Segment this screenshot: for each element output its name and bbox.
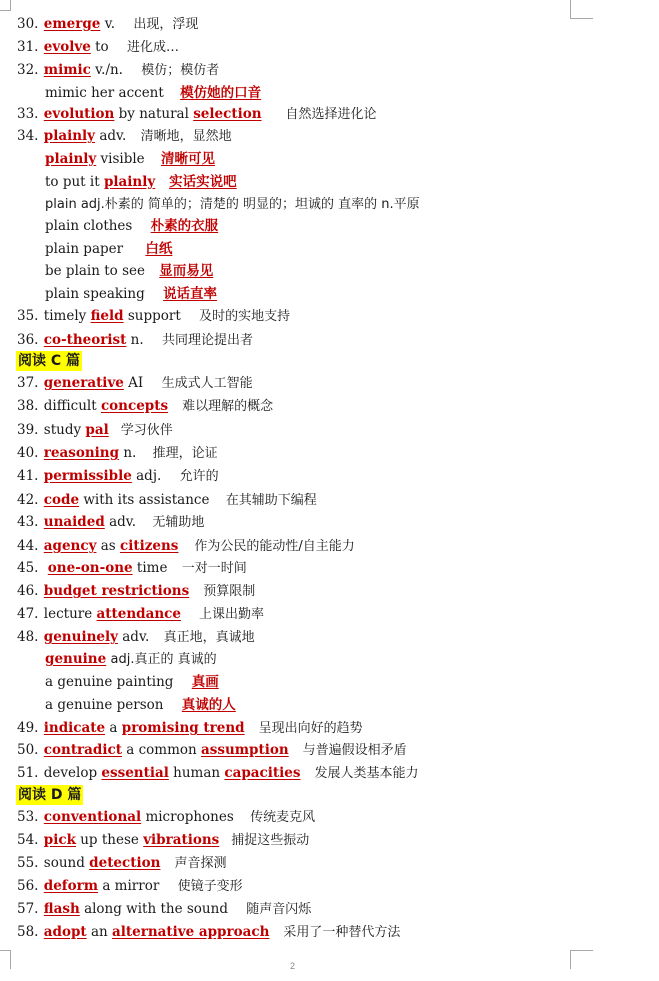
item-number: 30. (17, 16, 39, 32)
phrase-text: a genuine painting (45, 674, 174, 690)
translation: 允许的 (179, 469, 219, 484)
item-number: 50. (17, 742, 39, 758)
translation: 及时的实地支持 (199, 309, 291, 324)
vocab-item-31 (17, 37, 179, 57)
keyword: one-on-one (47, 560, 133, 576)
translation: 预算限制 (203, 584, 256, 599)
keyword: field (90, 308, 124, 324)
phrase-text: timely (43, 308, 87, 324)
part-of-speech: v. (104, 16, 116, 32)
translation: 生成式人工智能 (161, 376, 253, 391)
phrase-text: microphones (145, 809, 234, 825)
item-number: 32. (17, 62, 39, 78)
phrase-text: with its assistance (83, 492, 210, 508)
item-number: 36. (17, 332, 39, 348)
keyword: adopt (43, 924, 87, 940)
keyword: generative (43, 375, 124, 391)
part-of-speech: adj. (136, 468, 162, 484)
translation: 真正地，真诚地 (163, 630, 255, 645)
keyword: unaided (43, 514, 105, 530)
translation: 难以理解的概念 (182, 399, 274, 414)
phrase-text: as (100, 538, 116, 554)
item-number: 42. (17, 492, 39, 508)
translation: 模仿；模仿者 (141, 63, 220, 78)
vocab-subitem-34a (45, 149, 215, 169)
vocab-subitem-34b (45, 172, 237, 192)
keyword: flash (43, 901, 80, 917)
vocab-item-50 (17, 740, 407, 760)
part-of-speech: n. (130, 332, 144, 348)
keyword: capacities (224, 765, 301, 781)
item-number: 31. (17, 39, 39, 55)
keyword: essential (101, 765, 169, 781)
answer-text: 真画 (191, 674, 219, 690)
vocab-item-48 (17, 627, 255, 647)
phrase-text: a common (126, 742, 197, 758)
vocab-item-38 (17, 396, 273, 416)
keyword: plainly (45, 151, 97, 167)
vocab-item-35 (17, 306, 290, 326)
vocab-subitem-48b (45, 672, 219, 692)
answer-text: 模仿她的口音 (180, 85, 262, 101)
vocab-item-42 (17, 490, 317, 510)
answer-text: 白纸 (145, 241, 173, 257)
phrase-text: visible (100, 151, 145, 167)
phrase-text: mimic her accent (45, 85, 164, 101)
keyword: selection (193, 106, 262, 122)
keyword: mimic (43, 62, 91, 78)
translation: 共同理论提出者 (161, 333, 253, 348)
translation: 呈现出向好的趋势 (258, 721, 363, 736)
phrase-text: plain speaking (45, 286, 145, 302)
vocab-item-34 (17, 126, 232, 146)
item-number: 54. (17, 832, 39, 848)
keyword: permissible (43, 468, 132, 484)
phrase-text: to (95, 39, 109, 55)
part-of-speech: adv. (109, 514, 137, 530)
vocab-item-37 (17, 373, 253, 393)
item-number: 44. (17, 538, 39, 554)
phrase-text: by natural (118, 106, 189, 122)
keyword: emerge (43, 16, 101, 32)
keyword: indicate (43, 720, 106, 736)
keyword: plainly (43, 128, 96, 144)
keyword: contradict (43, 742, 122, 758)
phrase-text: time (136, 560, 168, 576)
item-number: 38. (17, 398, 39, 414)
keyword: agency (43, 538, 97, 554)
item-number: 53. (17, 809, 39, 825)
item-number: 56. (17, 878, 39, 894)
vocab-item-32 (17, 60, 219, 80)
keyword: attendance (96, 606, 181, 622)
item-number: 51. (17, 765, 39, 781)
phrase-text: AI (128, 375, 144, 391)
answer-text: 清晰可见 (160, 151, 215, 167)
crop-mark-top-right (570, 0, 593, 19)
vocab-item-36 (17, 330, 253, 350)
item-number: 35. (17, 308, 39, 324)
part-of-speech: adv. (99, 128, 127, 144)
item-number: 46. (17, 583, 39, 599)
keyword: citizens (120, 538, 179, 554)
answer-text: 说话直率 (163, 286, 218, 302)
translation: 捕捉这些振动 (231, 833, 310, 848)
phrase-text: support (127, 308, 181, 324)
vocab-item-58 (17, 922, 400, 942)
phrase-text: study (43, 422, 82, 438)
vocab-subitem-34g (45, 284, 217, 304)
phrase-text: up these (80, 832, 139, 848)
item-number: 57. (17, 901, 39, 917)
translation: 与普遍假设相矛盾 (302, 743, 407, 758)
phrase-text: plain clothes (45, 218, 133, 234)
phrase-text: difficult (43, 398, 97, 414)
keyword: assumption (201, 742, 289, 758)
keyword: genuinely (43, 629, 118, 645)
item-number: 45. (17, 560, 39, 576)
vocab-item-46 (17, 581, 255, 601)
translation: 清晰地，显然地 (140, 129, 232, 144)
item-number: 41. (17, 468, 39, 484)
keyword: vibrations (143, 832, 220, 848)
phrase-text: be plain to see (45, 263, 145, 279)
vocab-item-53 (17, 807, 315, 827)
answer-text: 显而易见 (159, 263, 214, 279)
item-number: 55. (17, 855, 39, 871)
vocab-item-39 (17, 420, 173, 440)
item-number: 58. (17, 924, 39, 940)
keyword: genuine (45, 651, 107, 667)
keyword: evolution (43, 106, 115, 122)
vocab-subitem-34f (45, 261, 213, 281)
phrase-text: along with the sound (84, 901, 228, 917)
translation: 采用了一种替代方法 (283, 925, 401, 940)
item-number: 40. (17, 445, 39, 461)
vocab-item-30 (17, 14, 198, 34)
vocab-subitem-34d (45, 216, 218, 236)
item-number: 37. (17, 375, 39, 391)
part-of-speech: v./n. (95, 62, 123, 78)
item-number: 47. (17, 606, 39, 622)
translation: 发展人类基本能力 (314, 766, 419, 781)
keyword: alternative approach (112, 924, 270, 940)
translation: 上课出勤率 (198, 607, 264, 622)
translation: 随声音闪烁 (246, 902, 312, 917)
phrase-text: to put it (45, 174, 100, 190)
phrase-text: a genuine person (45, 697, 164, 713)
item-number: 43. (17, 514, 39, 530)
phrase-text: lecture (43, 606, 93, 622)
keyword: pick (43, 832, 76, 848)
translation: 无辅助地 (152, 515, 205, 530)
phrase-text: develop (43, 765, 98, 781)
phrase-text: an (90, 924, 108, 940)
item-number: 34. (17, 128, 39, 144)
vocab-item-41 (17, 466, 219, 486)
translation: 进化成… (126, 40, 179, 55)
keyword: reasoning (43, 445, 120, 461)
keyword: deform (43, 878, 99, 894)
definition-text: adj.真正的 真诚的 (110, 652, 217, 667)
crop-mark-top-left (0, 0, 11, 11)
definition-text: plain adj.朴素的 简单的；清楚的 明显的；坦诚的 直率的 n.平原 (45, 197, 420, 212)
vocab-subitem-48c (45, 695, 236, 715)
keyword: pal (85, 422, 109, 438)
translation: 自然选择进化论 (285, 107, 377, 122)
phrase-text: sound (43, 855, 85, 871)
vocab-item-55 (17, 853, 226, 873)
item-number: 33. (17, 106, 39, 122)
vocab-item-47 (17, 604, 264, 624)
vocab-item-44 (17, 536, 355, 556)
translation: 作为公民的能动性/自主能力 (194, 539, 355, 554)
keyword: promising trend (121, 720, 245, 736)
part-of-speech: n. (123, 445, 137, 461)
translation: 学习伙伴 (120, 423, 173, 438)
keyword: budget restrictions (43, 583, 190, 599)
section-heading-d: 阅读 D 篇 (18, 787, 82, 803)
phrase-text: a (109, 720, 118, 736)
keyword: plainly (103, 174, 156, 190)
translation: 一对一时间 (181, 561, 247, 576)
translation: 传统麦克风 (250, 810, 316, 825)
section-heading-c: 阅读 C 篇 (18, 353, 81, 369)
answer-text: 朴素的衣服 (150, 218, 219, 234)
phrase-text: a mirror (102, 878, 160, 894)
vocab-item-51 (17, 763, 418, 783)
keyword: co-theorist (43, 332, 127, 348)
keyword: code (43, 492, 80, 508)
translation: 声音探测 (174, 856, 227, 871)
vocab-item-45 (17, 558, 247, 578)
vocab-subitem-48a (45, 649, 217, 669)
vocab-item-56 (17, 876, 243, 896)
keyword: detection (89, 855, 161, 871)
phrase-text: human (173, 765, 221, 781)
translation: 使镜子变形 (177, 879, 243, 894)
keyword: concepts (100, 398, 169, 414)
translation: 出现，浮现 (133, 17, 199, 32)
page-number: 2 (289, 961, 295, 971)
vocab-item-49 (17, 718, 363, 738)
phrase-text: plain paper (45, 241, 124, 257)
item-number: 49. (17, 720, 39, 736)
part-of-speech: adv. (122, 629, 150, 645)
translation: 在其辅助下编程 (225, 493, 317, 508)
vocab-subitem-34c (45, 194, 420, 214)
vocab-item-43 (17, 512, 204, 532)
vocab-item-54 (17, 830, 309, 850)
vocab-item-40 (17, 443, 218, 463)
vocab-subitem-34e (45, 239, 172, 259)
vocab-item-33 (17, 104, 377, 124)
item-number: 39. (17, 422, 39, 438)
answer-text: 实话实说吧 (169, 174, 237, 190)
item-number: 48. (17, 629, 39, 645)
keyword: evolve (43, 39, 91, 55)
translation: 推理，论证 (152, 446, 218, 461)
keyword: conventional (43, 809, 142, 825)
answer-text: 真诚的人 (181, 697, 236, 713)
vocab-item-57 (17, 899, 311, 919)
vocab-subitem-32a (45, 83, 261, 103)
